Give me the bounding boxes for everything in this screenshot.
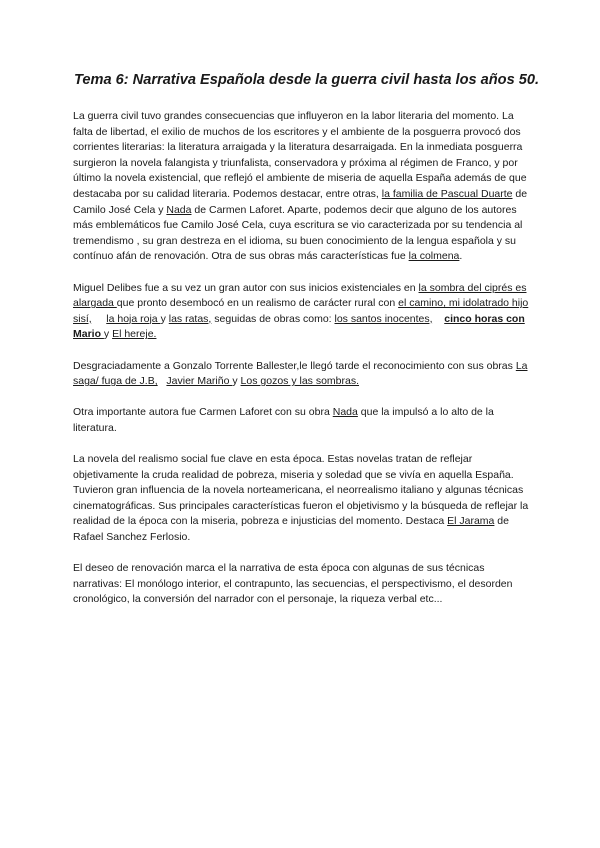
text-run: que pronto desembocó en un realismo de carácter rural con (116, 297, 399, 310)
paragraph-realismo-social (73, 452, 533, 546)
text-run: de Carmen Laforet. Aparte, podemos decir que alguno de los autores más emblemáticos fue Camilo José Cela, cuya escritura se vio caracterizada por su tendencia al tremendismo , su gran destreza en el idioma, su buen conocimiento de la lengua española y su contínuo afán de renovación. Otra de sus obras más características fue (73, 203, 523, 263)
text-run: de Rafael Sanchez Ferlosio. (73, 515, 509, 544)
book-title-bold: cinco horas con Mario (73, 312, 525, 341)
book-title: Nada (166, 203, 192, 216)
text-run (92, 313, 107, 325)
book-title: la colmena (408, 250, 460, 263)
book-title: la hoja roja (106, 312, 161, 325)
document-title (74, 72, 544, 88)
paragraph-renovacion: El deseo de renovación marca el la narrativa de esta época con algunas de sus técnicas narrativas: El monólogo interior, el contrapunto, las secuencias, el perspectivismo, el desorden cronológico, la conversión del narrador con el personaje, la riqueza verbal etc... (73, 562, 513, 606)
paragraph-intro (73, 109, 533, 265)
book-title: La saga/ fuga de J.B, (73, 359, 528, 388)
paragraph-laforet (73, 405, 533, 436)
text-run: Otra importante autora fue Carmen Laforet con su obra (73, 406, 333, 419)
text-run: La novela del realismo social fue clave en esta época. Estas novelas tratan de reflejar objetivamente la cruda realidad de pobreza, miseria y soledad que se vivía en aquella España. Tuvieron gran influencia de la novela norteamericana, el neorrealismo italiano y algunas técnicas cinematográficas. Sus principales características fueron el objetivismo y la búsqueda de reflejar la realidad de la época con la miseria, pobreza e injusticias del momento. Destaca (73, 453, 529, 528)
book-title: la familia de Pascual Duarte (381, 187, 513, 200)
text-run (433, 313, 445, 325)
book-title: Los gozos y las sombras. (240, 375, 360, 388)
book-title: el camino, mi idolatrado hijo sisí, (73, 297, 529, 325)
book-title: la sombra del ciprés es alargada (73, 281, 527, 310)
text-run: y (232, 375, 241, 388)
text-run: de Camilo José Cela y (73, 187, 528, 216)
book-title: El Jarama (447, 515, 495, 528)
paragraph-delibes (73, 281, 533, 343)
text-run: Miguel Delibes fue a su vez un gran autor con sus inicios existenciales en (73, 281, 419, 294)
text-run: La guerra civil tuvo grandes consecuencias que influyeron en la labor literaria del momento. La falta de libertad, el exilio de muchos de los escritores y el ambiente de la posguerra provocó dos corrientes literarias: la literatura arraigada y la literatura desarraigada. En la inmediata posguerra surgieron la novela falangista y triunfalista, conservadora y próxima al régimen de Franco, y por último la novela existencial, que reflejó el ambiente de miseria de aquella España además de que destacaba por su calidad literaria. Podemos destacar, entre otras, (73, 110, 527, 200)
text-run: . (459, 250, 463, 263)
book-title: Javier Mariño (166, 375, 233, 388)
book-title: los santos inocentes, (334, 312, 433, 325)
title-text: : Narrativa Española desde la guerra civil hasta los años 50. (123, 72, 540, 88)
paragraph-torrente (73, 359, 533, 390)
book-title: las ratas, (168, 312, 212, 325)
text-run: Desgraciadamente a Gonzalo Torrente Ballester,le llegó tarde el reconocimiento con sus obras (73, 359, 516, 372)
text-run: seguidas de obras como: (211, 312, 335, 325)
book-title: El hereje. (112, 328, 157, 341)
document-body (73, 109, 533, 624)
book-title: Nada (332, 406, 358, 419)
text-run: y (103, 328, 113, 341)
text-run: y (160, 312, 169, 325)
text-run: que la impulsó a lo alto de la literatura. (73, 406, 494, 434)
title-label: Tema 6 (74, 72, 124, 88)
